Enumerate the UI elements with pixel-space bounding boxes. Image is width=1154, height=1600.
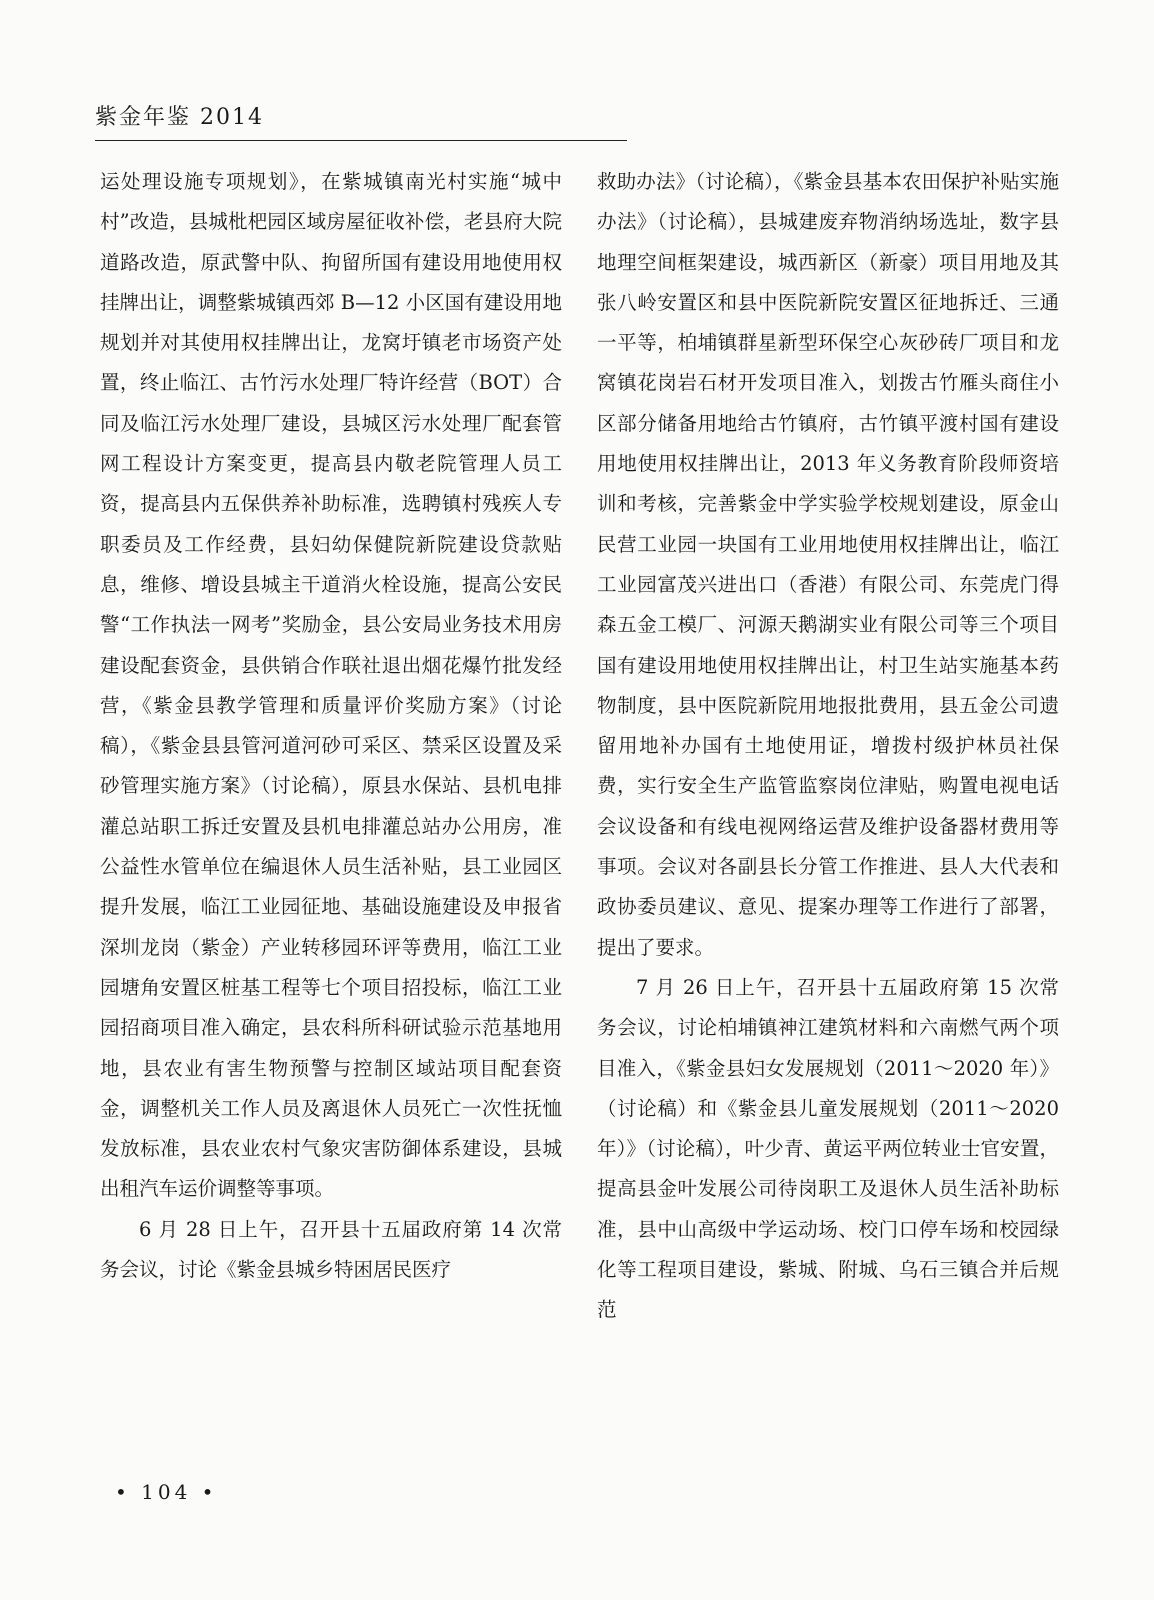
paragraph: 6 月 28 日上午，召开县十五届政府第 14 次常务会议，讨论《紫金县城乡特困居民医疗 [100, 1217, 562, 1282]
paragraph: 7 月 26 日上午，召开县十五届政府第 15 次常务会议，讨论柏埔镇神江建筑材料和六南燃气两个项目准入，《紫金县妇女发展规划（2011～2020 年）》（讨论稿）和《紫金县儿童发展规划（2011～2020 年）》（讨论稿），叶少青、黄运平两位转业士官安置，提高县金叶发展公司待岗职工及退休人员生活补助标准，县中山高级中学运动场、校门口停车场和校园绿化等工程项目建设，紫城、附城、乌石三镇合并后规范 [597, 975, 1059, 1322]
right-column [597, 162, 1059, 1331]
running-header-title: 紫金年鉴 2014 [95, 105, 264, 130]
paragraph: 运处理设施专项规划》，在紫城镇南光村实施“城中村”改造，县城枇杷园区域房屋征收补偿，老县府大院道路改造，原武警中队、拘留所国有建设用地使用权挂牌出让，调整紫城镇西郊 B—12 小区国有建设用地规划并对其使用权挂牌出让，龙窝圩镇老市场资产处置，终止临江、古竹污水处理厂特许经营（BOT）合同及临江污水处理厂建设，县城区污水处理厂配套管网工程设计方案变更，提高县内敬老院管理人员工资，提高县内五保供养补助标准，选聘镇村残疾人专职委员及工作经费，县妇幼保健院新院建设贷款贴息，维修、增设县城主干道消火栓设施，提高公安民警“工作执法一网考”奖励金，县公安局业务技术用房建设配套资金，县供销合作联社退出烟花爆竹批发经营，《紫金县教学管理和质量评价奖励方案》（讨论稿），《紫金县县管河道河砂可采区、禁采区设置及采砂管理实施方案》（讨论稿），原县水保站、县机电排灌总站职工拆迁安置及县机电排灌总站办公用房，准公益性水管单位在编退休人员生活补贴，县工业园区提升发展，临江工业园征地、基础设施建设及申报省深圳龙岗（紫金）产业转移园环评等费用，临江工业园塘角安置区桩基工程等七个项目招投标，临江工业园招商项目准入确定，县农科所科研试验示范基地用地，县农业有害生物预警与控制区域站项目配套资金，调整机关工作人员及离退休人员死亡一次性抚恤发放标准，县农业农村气象灾害防御体系建设，县城出租汽车运价调整等事项。 [100, 170, 562, 1201]
left-column [100, 162, 562, 1290]
paragraph: 救助办法》（讨论稿），《紫金县基本农田保护补贴实施办法》（讨论稿），县城建废弃物消纳场选址，数字县地理空间框架建设，城西新区（新豪）项目用地及其张八岭安置区和县中医院新院安置区征地拆迁、三通一平等，柏埔镇群星新型环保空心灰砂砖厂项目和龙窝镇花岗岩石材开发项目准入，划拨古竹雁头商住小区部分储备用地给古竹镇府，古竹镇平渡村国有建设用地使用权挂牌出让，2013 年义务教育阶段师资培训和考核，完善紫金中学实验学校规划建设，原金山民营工业园一块国有工业用地使用权挂牌出让，临江工业园富茂兴进出口（香港）有限公司、东莞虎门得森五金工模厂、河源天鹅湖实业有限公司等三个项目国有建设用地使用权挂牌出让，村卫生站实施基本药物制度，县中医院新院用地报批费用，县五金公司遗留用地补办国有土地使用证，增拨村级护林员社保费，实行安全生产监管监察岗位津贴，购置电视电话会议设备和有线电视网络运营及维护设备器材费用等事项。会议对各副县长分管工作推进、县人大代表和政协委员建议、意见、提案办理等工作进行了部署，提出了要求。 [597, 170, 1059, 959]
header-divider [95, 140, 627, 141]
page-number: • 104 • [115, 1480, 218, 1504]
